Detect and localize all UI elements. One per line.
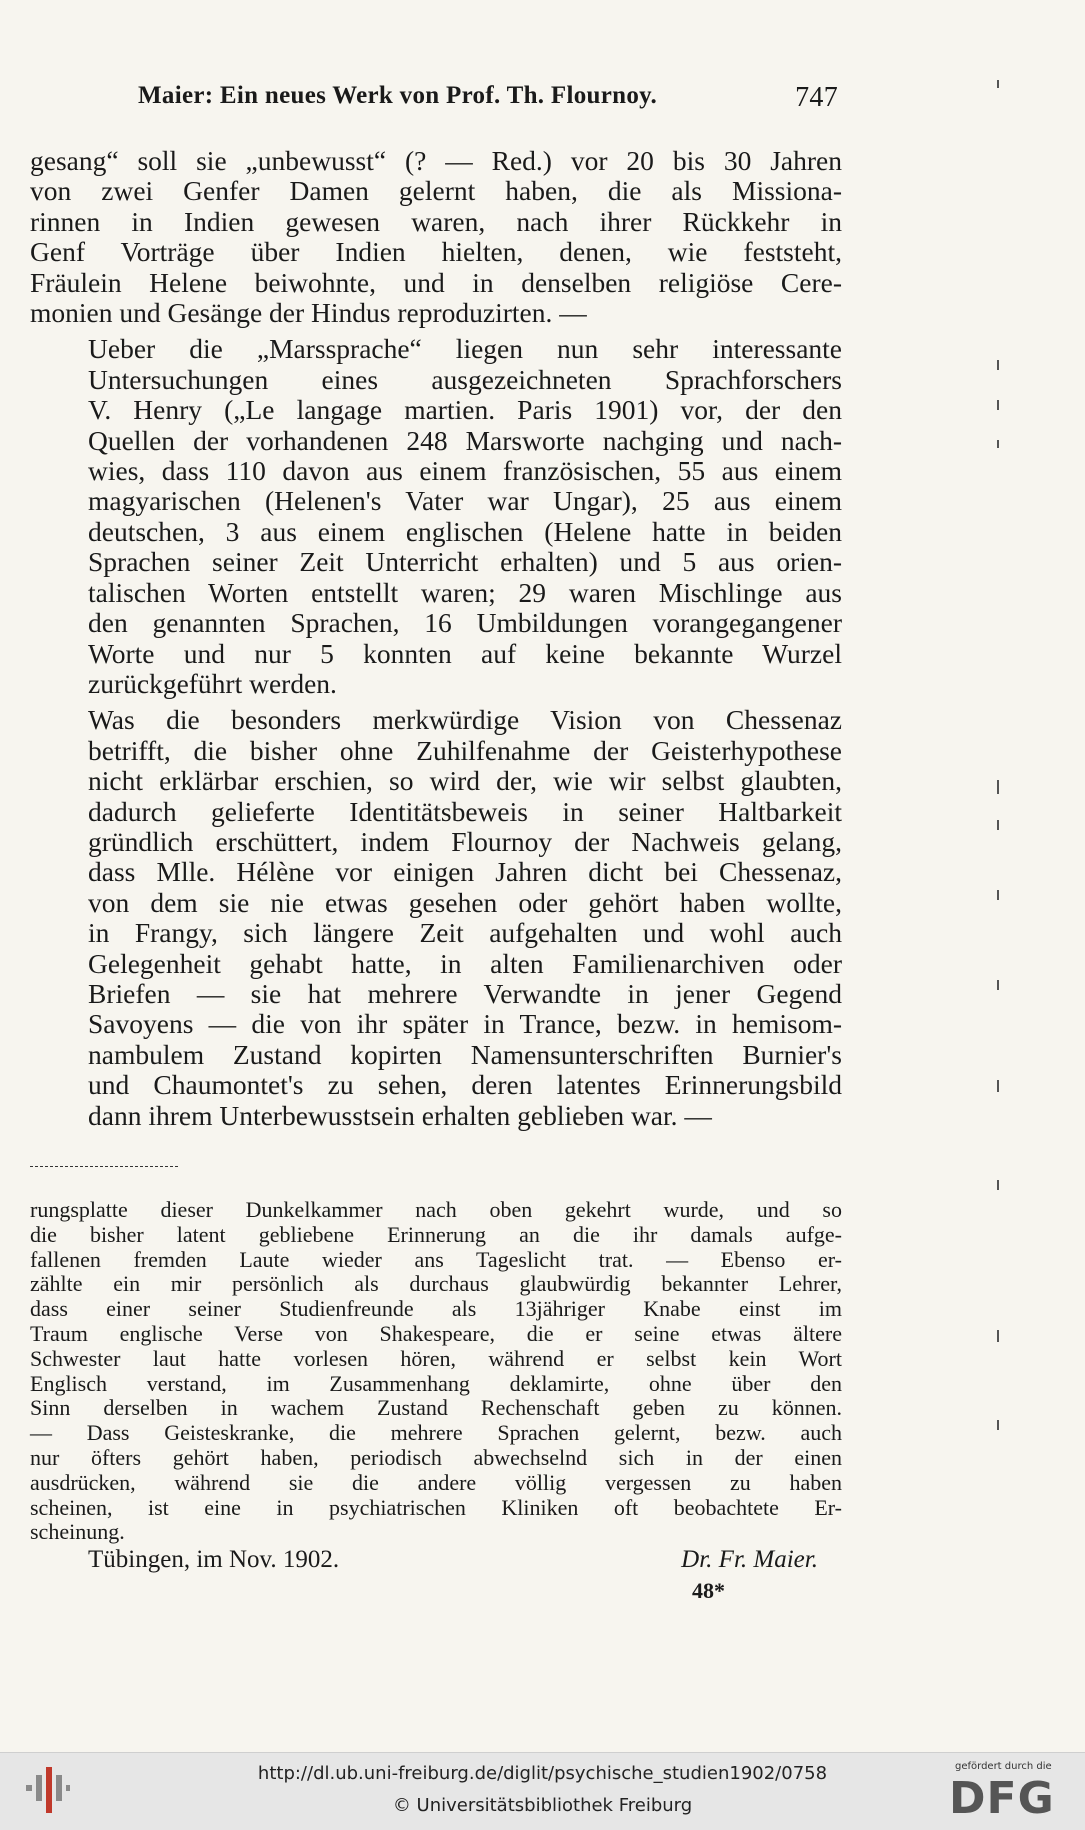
text-line: Genf Vorträge über Indien hielten, denen, wie feststeht, bbox=[30, 236, 842, 268]
text-line: nambulem Zustand kopirten Namensunterschriften Burnier's bbox=[88, 1038, 842, 1070]
dfg-caption: gefördert durch die bbox=[955, 1761, 1052, 1772]
text-line: rinnen in Indien gewesen waren, nach ihrer Rückkehr in bbox=[30, 205, 842, 237]
footnote-line: Sinn derselben in wachem Zustand Rechenschaft geben zu können. bbox=[30, 1395, 842, 1421]
text-line: Ueber die „Marssprache“ liegen nun sehr interessante bbox=[88, 333, 842, 365]
text-line: betrifft, die bisher ohne Zuhilfenahme der Geisterhypothese bbox=[88, 734, 842, 766]
footnote-line: Englisch verstand, im Zusammenhang deklamirte, ohne über den bbox=[30, 1370, 842, 1396]
text-line: Worte und nur 5 konnten auf keine bekannte Wurzel bbox=[88, 637, 842, 669]
text-line: nicht erklärbar erschien, so wird der, wie wir selbst glaubten, bbox=[88, 765, 842, 797]
footnote-line: ausdrücken, während sie die andere völlig vergessen zu haben bbox=[30, 1469, 842, 1495]
footnote-line: scheinen, ist eine in psychiatrischen Kliniken oft beobachtete Er- bbox=[30, 1494, 842, 1520]
footnote-line: Schwester laut hatte vorlesen hören, während er selbst kein Wort bbox=[30, 1345, 842, 1371]
footnote-line: nur öfters gehört haben, periodisch abwechselnd sich in der einen bbox=[30, 1444, 842, 1470]
text-line: magyarischen (Helenen's Vater war Ungar), 25 aus einem bbox=[88, 485, 842, 517]
copyright-notice: © Universitätsbibliothek Freiburg bbox=[392, 1795, 693, 1816]
text-line: in Frangy, sich längere Zeit aufgehalten und wohl auch bbox=[88, 917, 842, 949]
paragraph bbox=[30, 705, 842, 1131]
text-line: talischen Worten entstellt waren; 29 waren Mischlinge aus bbox=[88, 576, 842, 608]
footnote-line: Traum englische Verse von Shakespeare, die er seine etwas ältere bbox=[30, 1320, 842, 1346]
text-line: von zwei Genfer Damen gelernt haben, die als Missiona- bbox=[30, 175, 842, 207]
signoff bbox=[88, 1546, 818, 1576]
text-line: Savoyens — die von ihr später in Trance, bezw. in hemisom- bbox=[88, 1008, 842, 1040]
page-number: 747 bbox=[795, 82, 838, 113]
text-line: dadurch gelieferte Identitätsbeweis in seiner Haltbarkeit bbox=[88, 795, 842, 827]
footnote-line: — Dass Geisteskranke, die mehrere Sprachen gelernt, bezw. auch bbox=[30, 1420, 842, 1446]
footnote-line: rungsplatte dieser Dunkelkammer nach oben gekehrt wurde, und so bbox=[30, 1197, 842, 1222]
text-line: Untersuchungen eines ausgezeichneten Sprachforschers bbox=[88, 363, 842, 395]
sheet-signature-mark: 48* bbox=[692, 1578, 725, 1603]
author-signature: Dr. Fr. Maier. bbox=[681, 1546, 818, 1573]
text-line: gründlich erschüttert, indem Flournoy der Nachweis gelang, bbox=[88, 825, 842, 857]
text-line: den genannten Sprachen, 16 Umbildungen vorangegangener bbox=[88, 607, 842, 639]
viewer-footer bbox=[0, 1752, 1085, 1830]
permalink-url[interactable]: http://dl.ub.uni-freiburg.de/diglit/psychische_studien1902/0758 bbox=[257, 1763, 828, 1784]
running-head-title: Maier: Ein neues Werk von Prof. Th. Flournoy. bbox=[138, 82, 658, 109]
footnote-line: fallenen fremden Laute wieder ans Tageslicht trat. — Ebenso er- bbox=[30, 1246, 842, 1272]
text-line: zurückgeführt werden. bbox=[88, 667, 337, 699]
text-line: dann ihrem Unterbewusstsein erhalten geblieben war. — bbox=[88, 1099, 712, 1131]
margin-scan-marks bbox=[997, 80, 1007, 1480]
text-line: Briefen — sie hat mehrere Verwandte in jener Gegend bbox=[88, 977, 842, 1009]
text-line: Fräulein Helene beiwohnte, und in denselben religiöse Cere- bbox=[30, 266, 842, 298]
footnote-line: scheinung. bbox=[30, 1519, 125, 1545]
footnote-divider bbox=[30, 1166, 178, 1167]
running-head bbox=[138, 82, 838, 116]
text-line: Sprachen seiner Zeit Unterricht erhalten) und 5 aus orien- bbox=[88, 546, 842, 578]
text-line: Quellen der vorhandenen 248 Marsworte nachging und nach- bbox=[88, 424, 842, 456]
place-date: Tübingen, im Nov. 1902. bbox=[88, 1546, 340, 1573]
text-line: monien und Gesänge der Hindus reproduzirten. — bbox=[30, 297, 587, 329]
text-line: dass Mlle. Hélène vor einigen Jahren dicht bei Chessenaz, bbox=[88, 856, 842, 888]
text-line: wies, dass 110 davon aus einem französischen, 55 aus einem bbox=[88, 455, 842, 487]
footnote bbox=[30, 1198, 842, 1545]
paragraph bbox=[30, 334, 842, 699]
text-line: deutschen, 3 aus einem englischen (Helene hatte in beiden bbox=[88, 515, 842, 547]
footnote-line: zählte ein mir persönlich als durchaus glaubwürdig bekannter Lehrer, bbox=[30, 1271, 842, 1297]
dfg-logo-icon bbox=[949, 1761, 1069, 1823]
paragraph bbox=[30, 146, 842, 328]
text-line: Was die besonders merkwürdige Vision von Chessenaz bbox=[88, 704, 842, 736]
footnote-line: dass einer seiner Studienfreunde als 13jähriger Knabe einst im bbox=[30, 1296, 842, 1322]
text-line: V. Henry („Le langage martien. Paris 1901) vor, der den bbox=[88, 394, 842, 426]
text-line: und Chaumontet's zu sehen, deren latentes Erinnerungsbild bbox=[88, 1069, 842, 1101]
text-line: gesang“ soll sie „unbewusst“ (? — Red.) vor 20 bis 30 Jahren bbox=[30, 145, 842, 176]
text-line: Gelegenheit gehabt hatte, in alten Familienarchiven oder bbox=[88, 947, 842, 979]
footnote-line: die bisher latent gebliebene Erinnerung an die ihr damals aufge- bbox=[30, 1221, 842, 1247]
text-line: von dem sie nie etwas gesehen oder gehört haben wollte, bbox=[88, 886, 842, 918]
main-text bbox=[30, 146, 842, 1137]
dfg-wordmark: DFG bbox=[949, 1773, 1055, 1824]
